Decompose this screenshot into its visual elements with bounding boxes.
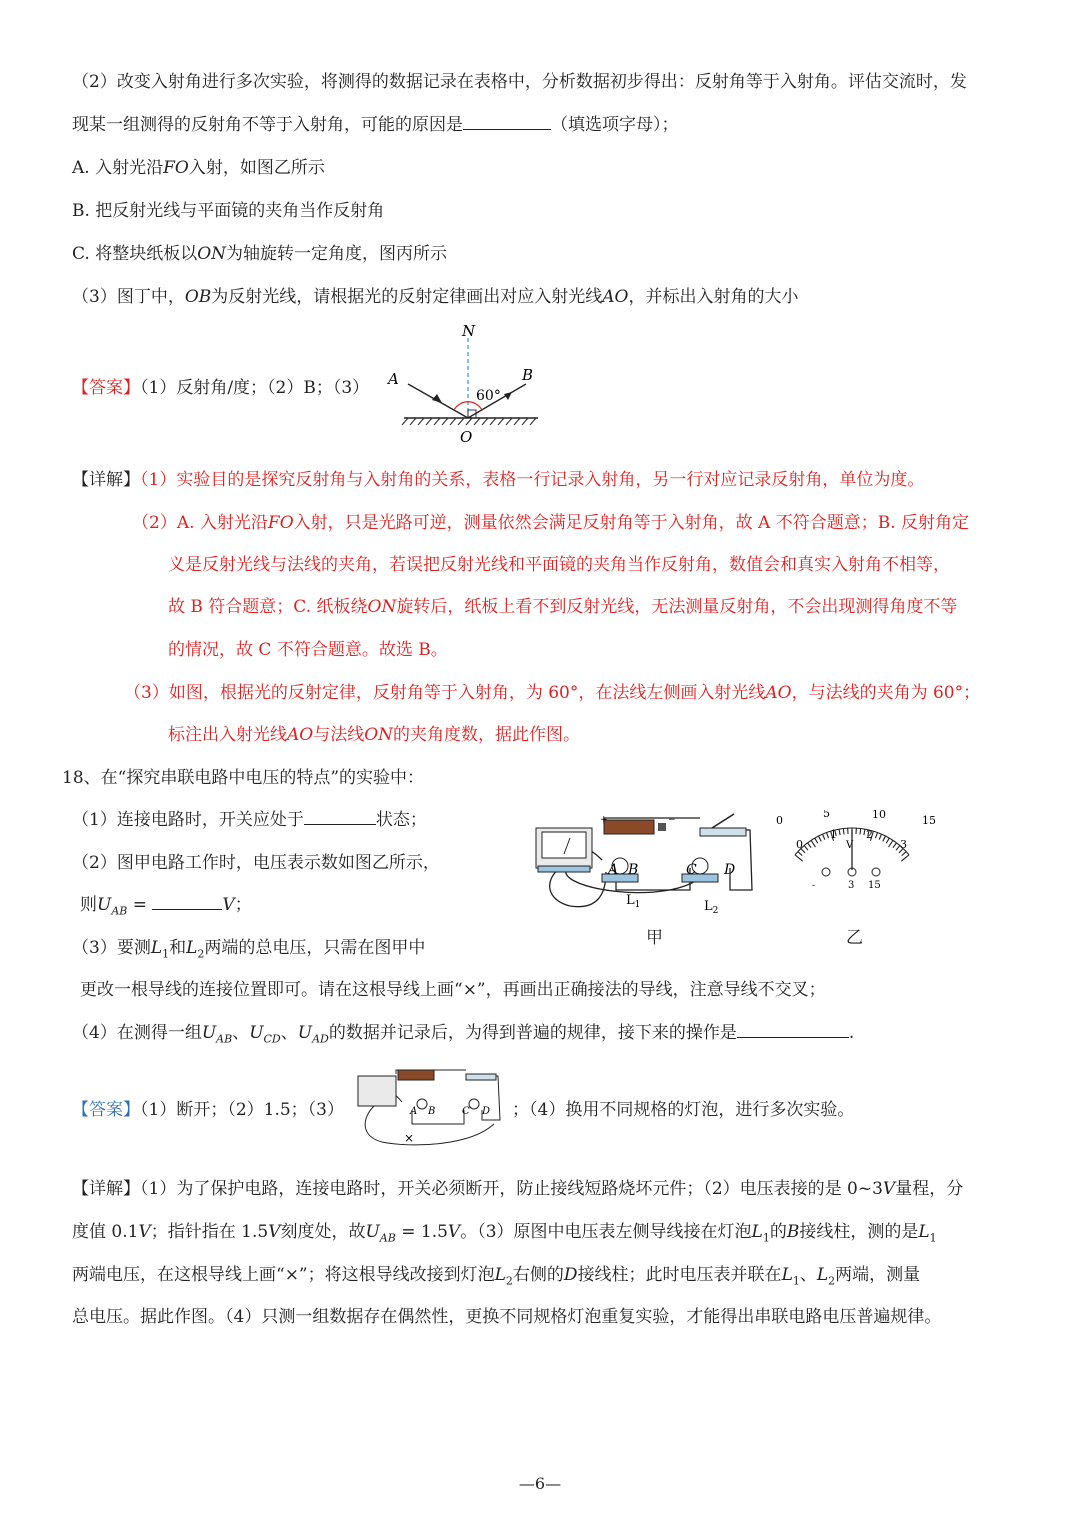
detail3-text2: ，与法线的夹角为 60°； <box>791 683 981 703</box>
terminal-minus-label: - <box>812 881 816 891</box>
terminal-d: D <box>724 862 736 878</box>
q18-part3 <box>72 936 425 966</box>
terminal-b: B <box>628 862 639 878</box>
page-number: —6— <box>518 1474 562 1493</box>
sep1: 、 <box>232 1023 250 1043</box>
dial-tick <box>879 834 881 840</box>
q17-part2-hint: （填选项字母）； <box>551 115 679 135</box>
q18-part4 <box>72 1021 854 1051</box>
dial-tick <box>815 838 818 843</box>
dial-tick <box>808 843 812 848</box>
d2-text: 度值 0.1 <box>72 1222 139 1242</box>
q18-part2b <box>80 893 252 923</box>
q18-detail-l1 <box>72 1177 963 1201</box>
q17-detail1 <box>72 468 924 492</box>
var-u-ab: U <box>201 1023 217 1043</box>
q18-part2b-text: 则 <box>80 895 97 915</box>
q18-answer <box>72 1098 344 1122</box>
option-a-text: A. 入射光沿 <box>72 158 164 178</box>
q17-answer <box>72 376 369 400</box>
d2-sub-1b: 1 <box>929 1231 937 1245</box>
q18-part4-text2: 的数据并记录后，为得到普遍的规律，接下来的操作是 <box>328 1023 737 1043</box>
var-l1: L <box>150 938 163 958</box>
d2-sub-ab: AB <box>379 1231 396 1245</box>
circuit-diagram <box>530 810 780 920</box>
dial-top-10: 10 <box>872 810 886 821</box>
detail2-var: FO <box>267 513 294 533</box>
d3-sep: 、 <box>799 1265 817 1285</box>
var-ob: OB <box>184 287 212 307</box>
d3-text3: 接线柱；此时电压表并联在 <box>577 1265 782 1285</box>
q18-detail-l2 <box>72 1220 937 1250</box>
dial-bottom-2: 2 <box>866 828 873 841</box>
mirror-hatch <box>402 418 536 425</box>
battery-minus: − <box>668 815 676 825</box>
dial-top-5: 5 <box>823 810 830 820</box>
var-on: ON <box>197 244 227 264</box>
q17-detail2-l1 <box>132 511 969 535</box>
q17-part3-text2: 为反射光线，请根据光的反射定律画出对应入射光线 <box>211 287 603 307</box>
sub-2: 2 <box>197 947 205 961</box>
d2-text3: 刻度处，故 <box>280 1222 366 1242</box>
d2-text5: 的 <box>769 1222 787 1242</box>
d2-sub-1: 1 <box>762 1231 770 1245</box>
switch-base <box>700 828 746 836</box>
var-u-ad: U <box>297 1023 313 1043</box>
option-c <box>72 242 447 266</box>
q18-detail-l3 <box>72 1263 920 1293</box>
dial-tick <box>822 834 824 840</box>
terminal-3-label: 3 <box>848 880 855 891</box>
dial-tick <box>826 833 828 839</box>
d1-text: （1）为了保护电路，连接电路时，开关必须断开，防止接线短路烧坏元件；（2）电压表接的是 0~3 <box>140 1179 883 1199</box>
dial-tick <box>889 840 893 847</box>
d3-var-l1: L <box>781 1265 793 1285</box>
battery-plus: + <box>600 815 608 825</box>
d1-unit: V <box>882 1179 896 1199</box>
dial-tick <box>839 829 840 835</box>
label-o: O <box>460 428 473 446</box>
detail2-text2: 入射，只是光路可逆，测量依然会满足反射角等于入射角，故 A 不符合题意；B. 反射角定 <box>293 513 970 533</box>
q17-detail3-l2 <box>168 723 580 747</box>
q17-part2-text: 现某一组测得的反射角不等于入射角，可能的原因是 <box>72 115 463 135</box>
q18-part2: （2）图甲电路工作时，电压表示数如图乙所示， <box>72 853 440 873</box>
d2-eq: = 1.5 <box>395 1222 448 1242</box>
q17-detail3-l1 <box>124 681 980 705</box>
cross-mark: × <box>404 1131 415 1145</box>
d2-var-b: B <box>786 1222 800 1242</box>
detail2-text4: 旋转后，纸板上看不到反射光线，无法测量反射角，不会出现测得角度不等 <box>396 597 958 617</box>
q17-detail2-l2: 义是反射光线与法线的夹角，若误把反射光线和平面镜的夹角当作反射角，数值会和真实入射角不相等， <box>168 555 950 575</box>
q18-part2b-end: ； <box>234 895 252 915</box>
answer-voltmeter-icon <box>358 1076 396 1106</box>
d2-var-l1: L <box>918 1222 930 1242</box>
q17-part3-text: （3）图丁中， <box>72 287 185 307</box>
terminal-15-label: 15 <box>868 880 881 891</box>
voltmeter-base <box>538 866 590 872</box>
answer-tag: 【答案】 <box>72 378 140 398</box>
dial-unit-v: V <box>846 840 854 851</box>
d1-text2: 量程，分 <box>895 1179 964 1199</box>
angle-label: 60° <box>476 388 501 404</box>
var-ao: AO <box>602 287 629 307</box>
q18-part3-text2: 两端的总电压，只需在图甲中 <box>204 938 426 958</box>
d2-text2: ；指针指在 1.5 <box>150 1222 269 1242</box>
dial-tick <box>804 846 808 851</box>
q18-part3-cont: 更改一根导线的连接位置即可。请在这根导线上画“×”，再画出正确接法的导线，注意导线不交叉； <box>80 980 826 1000</box>
option-a-text2: 入射，如图乙所示 <box>188 158 325 178</box>
answer-text: （1）断开；（2）1.5；（3） <box>140 1100 344 1120</box>
voltmeter-dial-diagram <box>772 810 938 892</box>
dial-bottom-3: 3 <box>900 838 907 851</box>
d3-sub-2: 2 <box>505 1274 513 1288</box>
var-sub-ab: AB <box>111 904 128 918</box>
d3-var-d: D <box>563 1265 578 1285</box>
d3-sub-1: 1 <box>792 1274 800 1288</box>
battery-icon <box>604 820 654 834</box>
dial-tick <box>860 829 861 835</box>
q17-detail2-l4: 的情况，故 C 不符合题意。故选 B。 <box>168 640 448 660</box>
d3-var-l2b: L <box>816 1265 829 1285</box>
var-l2: L <box>186 938 198 958</box>
d2-unit3: V <box>447 1222 461 1242</box>
detail3-var: AO <box>765 683 792 703</box>
q17-part3-text3: ，并标出入射角的大小 <box>628 287 799 307</box>
and-text: 和 <box>169 938 187 958</box>
sub-1: 1 <box>162 947 170 961</box>
detail3-text3: 标注出入射光线 <box>168 725 287 745</box>
switch-lever <box>712 814 734 828</box>
meter-terminal-15 <box>872 868 880 876</box>
dial-tick <box>819 836 822 841</box>
answer-text: （1）反射角/度；（2）B；（3） <box>140 378 370 398</box>
detail3-var1: AO <box>287 725 314 745</box>
q18-part3-text: （3）要测 <box>72 938 151 958</box>
reflection-diagram <box>380 322 550 452</box>
q18-detail-l4: 总电压。据此作图。（4）只测一组数据存在偶然性，更换不同规格灯泡重复实验，才能得出串联电路电压普遍规律。 <box>72 1307 942 1327</box>
dial-tick <box>795 855 803 861</box>
detail2-text1: （2）A. 入射光沿 <box>132 513 268 533</box>
detail1-text: （1）实验目的是探究反射角与入射角的关系，表格一行记录入射角，另一行对应记录反射角，单位为度。 <box>140 470 925 490</box>
answer-label-a: A <box>410 1106 418 1117</box>
terminal-a: A <box>608 862 619 878</box>
voltmeter-face <box>542 832 586 858</box>
q18-answer-cont: ；（4）换用不同规格的灯泡，进行多次实验。 <box>512 1100 855 1120</box>
d2-var-u: U <box>365 1222 380 1242</box>
label-l1: $L_1$ <box>626 893 641 910</box>
dial-tick <box>864 829 865 835</box>
detail2-text3: 故 B 符合题意；C. 纸板绕 <box>168 597 368 617</box>
var-u-cd: U <box>249 1023 264 1043</box>
d2-text6: 接线柱，测的是 <box>799 1222 919 1242</box>
eq-sign: = <box>127 895 153 915</box>
label-a: A <box>388 370 399 388</box>
var-u: U <box>97 895 112 915</box>
dial-tick <box>902 852 906 856</box>
sub-cd: CD <box>263 1032 281 1046</box>
dial-tick <box>901 855 909 861</box>
answer-battery-icon <box>398 1070 434 1080</box>
answer-blank <box>737 1021 849 1038</box>
q18-part1-text2: 状态； <box>375 810 427 830</box>
detail3-var2: ON <box>364 725 394 745</box>
label-l2: $L_2$ <box>704 899 719 916</box>
answer-tag: 【答案】 <box>72 1100 140 1120</box>
dial-bottom-0: 0 <box>796 838 803 851</box>
q17-part3 <box>72 285 798 309</box>
answer-switch-icon <box>466 1074 496 1080</box>
label-n: N <box>462 322 476 340</box>
q17-part2-line2 <box>72 113 679 137</box>
unit-v: V <box>222 895 235 915</box>
option-a <box>72 156 325 180</box>
q18-part4-text: （4）在测得一组 <box>72 1023 202 1043</box>
d2-var-l: L <box>751 1222 763 1242</box>
option-c-text: C. 将整块纸板以 <box>72 244 198 264</box>
answer-label-d: D <box>482 1106 491 1117</box>
q18-part4-end: . <box>848 1023 855 1043</box>
detail3-text1: （3）如图，根据光的反射定律，反射角等于入射角，为 60°，在法线左侧画入射光线 <box>124 683 766 703</box>
dial-tick <box>875 833 877 839</box>
sub-ad: AD <box>312 1032 329 1046</box>
answer-circuit-diagram <box>352 1062 512 1152</box>
meter-terminal-minus <box>822 868 830 876</box>
detail-tag: 【详解】 <box>72 1179 140 1199</box>
var-fo: FO <box>163 158 189 178</box>
detail3-text4: 与法线 <box>313 725 365 745</box>
d3-text4: 两端，测量 <box>835 1265 921 1285</box>
q18-title: 18、在“探究串联电路中电压的特点”的实验中： <box>62 768 425 788</box>
q18-part1-text: （1）连接电路时，开关应处于 <box>72 810 304 830</box>
incident-arrow <box>432 394 442 403</box>
option-b: B. 把反射光线与平面镜的夹角当作反射角 <box>72 201 385 221</box>
d3-text: 两端电压，在这根导线上画“×”；将这根导线改接到灯泡 <box>72 1265 495 1285</box>
d2-unit1: V <box>138 1222 151 1242</box>
d3-var-l2: L <box>494 1265 506 1285</box>
dial-top-0: 0 <box>776 814 783 827</box>
dial-tick <box>843 829 844 835</box>
detail2-var2: ON <box>367 597 397 617</box>
option-c-text2: 为轴旋转一定角度，图丙所示 <box>226 244 448 264</box>
dial-tick <box>893 843 897 848</box>
detail-tag: 【详解】 <box>72 470 140 490</box>
answer-label-c: C <box>462 1106 470 1117</box>
answer-blank <box>152 893 222 910</box>
dial-bottom-1: 1 <box>830 828 837 841</box>
q17-detail2-l3 <box>168 595 957 619</box>
dial-tick <box>886 838 889 843</box>
dial-tick <box>811 840 815 847</box>
detail3-text5: 的夹角度数，据此作图。 <box>393 725 581 745</box>
sep2: 、 <box>280 1023 298 1043</box>
answer-label-b: B <box>428 1106 436 1117</box>
q18-part1 <box>72 808 427 832</box>
dial-tick <box>798 852 802 856</box>
d2-text4: 。（3）原图中电压表左侧导线接在灯泡 <box>460 1222 752 1242</box>
caption-yi: 乙 <box>846 928 863 948</box>
caption-jia: 甲 <box>646 928 663 948</box>
dial-top-15: 15 <box>922 814 936 827</box>
battery-terminal <box>658 823 666 831</box>
d3-sub-2b: 2 <box>828 1274 836 1288</box>
dial-tick <box>883 836 886 841</box>
terminal-c: C <box>686 862 697 878</box>
answer-lamp2-icon <box>469 1099 479 1109</box>
sub-ab: AB <box>216 1032 233 1046</box>
answer-blank <box>463 113 551 130</box>
answer-blank <box>304 808 376 825</box>
d3-text2: 右侧的 <box>512 1265 564 1285</box>
answer-lamp1-icon <box>417 1099 427 1109</box>
d2-unit2: V <box>268 1222 281 1242</box>
label-b: B <box>522 366 534 384</box>
q17-part2-line1: （2）改变入射角进行多次实验，将测得的数据记录在表格中，分析数据初步得出：反射角等于入射角。评估交流时，发 <box>72 72 967 92</box>
